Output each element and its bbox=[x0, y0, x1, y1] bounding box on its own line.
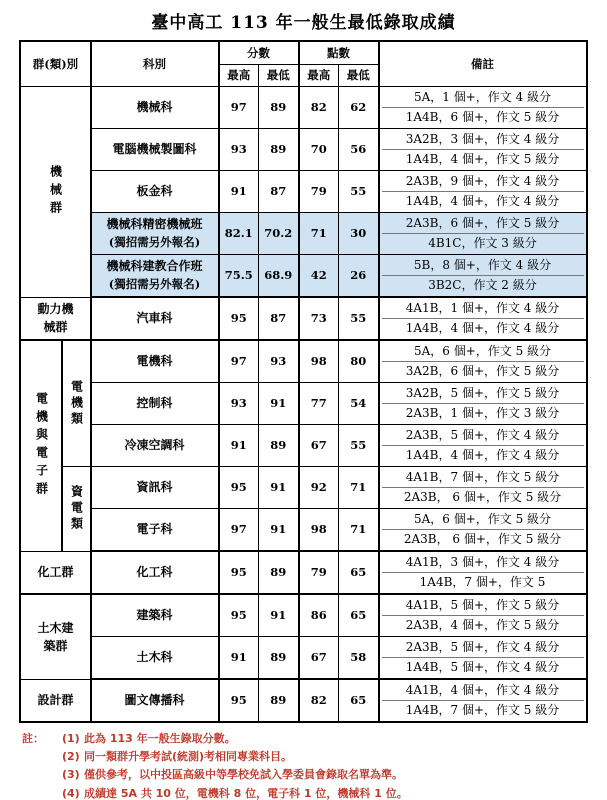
department-name: 土木科 bbox=[136, 649, 173, 664]
table-row bbox=[20, 297, 586, 340]
remark-cell bbox=[379, 383, 587, 425]
group-name: 機械群 bbox=[48, 164, 63, 219]
point-lowest: 56 bbox=[339, 129, 379, 171]
group-name-cell bbox=[20, 679, 90, 722]
department-name: 控制科 bbox=[136, 395, 173, 410]
department-name: 機械科 bbox=[136, 99, 173, 114]
remark-line: 3B2C，作文 2 級分 bbox=[382, 275, 584, 295]
group-name-cell bbox=[20, 551, 90, 594]
point-lowest: 54 bbox=[339, 383, 379, 425]
remark-line: 4A1B，1 個+，作文 4 級分 bbox=[405, 301, 560, 315]
remark-cell bbox=[379, 171, 587, 213]
remark-line: 4A1B，4 個+，作文 4 級分 bbox=[405, 683, 560, 697]
score-highest: 97 bbox=[219, 509, 259, 552]
header-row-top bbox=[20, 41, 586, 65]
point-highest: 79 bbox=[299, 171, 339, 213]
department-cell bbox=[91, 679, 219, 722]
point-lowest: 71 bbox=[339, 467, 379, 509]
notes-section bbox=[0, 732, 607, 800]
department-cell bbox=[91, 509, 219, 552]
remark-cell bbox=[379, 87, 587, 129]
point-highest: 73 bbox=[299, 297, 339, 340]
table-row bbox=[20, 213, 586, 255]
note-lead-label bbox=[22, 750, 62, 763]
point-lowest: 65 bbox=[339, 551, 379, 594]
point-lowest: 30 bbox=[339, 213, 379, 255]
department-name: 電機科 bbox=[136, 353, 173, 368]
department-name: 資訊科 bbox=[136, 479, 173, 494]
score-highest: 95 bbox=[219, 467, 259, 509]
group-name: 電機與電子群 bbox=[34, 391, 49, 500]
score-lowest: 89 bbox=[259, 637, 299, 680]
remark-line: 1A4B，4 個+，作文 4 級分 bbox=[382, 191, 584, 211]
table-row bbox=[20, 87, 586, 129]
department-name: 汽車科 bbox=[136, 310, 173, 325]
table-row bbox=[20, 171, 586, 213]
table-row bbox=[20, 383, 586, 425]
note-index: (1) bbox=[62, 732, 80, 745]
table-row bbox=[20, 340, 586, 383]
remark-cell bbox=[379, 297, 587, 340]
note-lead-label: 註： bbox=[22, 732, 44, 745]
department-note: (獨招需另外報名) bbox=[108, 276, 201, 291]
remark-cell bbox=[379, 425, 587, 467]
point-highest: 79 bbox=[299, 551, 339, 594]
score-lowest: 91 bbox=[259, 594, 299, 637]
remark-line: 2A3B， 6 個+，作文 5 級分 bbox=[382, 487, 584, 507]
remark-line: 2A3B，6 個+，作文 5 級分 bbox=[382, 214, 584, 233]
remark-cell bbox=[379, 551, 587, 594]
score-highest: 95 bbox=[219, 594, 259, 637]
remark-line: 3A2B，6 個+，作文 5 級分 bbox=[382, 361, 584, 381]
score-lowest: 89 bbox=[259, 425, 299, 467]
score-lowest: 91 bbox=[259, 509, 299, 552]
remark-line: 1A4B，4 個+，作文 4 級分 bbox=[382, 445, 584, 465]
remark-cell bbox=[379, 509, 587, 552]
point-lowest: 55 bbox=[339, 425, 379, 467]
remark-line: 1A4B，7 個+，作文 5 級分 bbox=[382, 700, 584, 720]
department-name: 圖文傳播科 bbox=[124, 692, 185, 707]
table-row bbox=[20, 129, 586, 171]
point-highest: 98 bbox=[299, 509, 339, 552]
remark-line: 5A，1 個+，作文 4 級分 bbox=[413, 90, 552, 104]
point-lowest: 80 bbox=[339, 340, 379, 383]
department-name: 電腦機械製圖科 bbox=[112, 141, 197, 156]
note-row bbox=[22, 787, 607, 800]
remark-line: 4A1B，7 個+，作文 5 級分 bbox=[405, 470, 560, 484]
department-cell bbox=[91, 467, 219, 509]
note-lead-label bbox=[22, 768, 62, 781]
score-highest: 97 bbox=[219, 87, 259, 129]
admission-scores-table bbox=[19, 40, 587, 723]
note-text: 成績達 5A 共 10 位，電機科 8 位，電子科 1 位，機械科 1 位。 bbox=[84, 786, 408, 800]
note-row bbox=[22, 768, 607, 781]
department-cell bbox=[91, 213, 219, 255]
header-point-lowest: 最低 bbox=[339, 65, 379, 87]
point-lowest: 65 bbox=[339, 679, 379, 722]
subgroup-name: 資電類 bbox=[69, 484, 84, 533]
table-row bbox=[20, 425, 586, 467]
table-row bbox=[20, 594, 586, 637]
remark-cell bbox=[379, 594, 587, 637]
table-row bbox=[20, 467, 586, 509]
score-lowest: 87 bbox=[259, 171, 299, 213]
group-name: 動力機 械群 bbox=[37, 302, 74, 335]
remark-cell bbox=[379, 467, 587, 509]
group-name-cell bbox=[20, 87, 90, 298]
note-text: 此為 113 年一般生錄取分數。 bbox=[84, 732, 236, 745]
remark-cell bbox=[379, 213, 587, 255]
header-score-highest: 最高 bbox=[219, 65, 259, 87]
group-name-cell bbox=[20, 594, 90, 679]
score-highest: 91 bbox=[219, 171, 259, 213]
score-lowest: 89 bbox=[259, 551, 299, 594]
header-group: 群(類)別 bbox=[20, 41, 90, 87]
department-name: 板金科 bbox=[136, 183, 173, 198]
remark-line: 1A4B，4 個+，作文 4 級分 bbox=[382, 318, 584, 338]
point-highest: 67 bbox=[299, 425, 339, 467]
header-department: 科別 bbox=[91, 41, 219, 87]
score-highest: 75.5 bbox=[219, 255, 259, 298]
score-lowest: 91 bbox=[259, 383, 299, 425]
remark-cell bbox=[379, 129, 587, 171]
remark-line: 2A3B，5 個+，作文 4 級分 bbox=[405, 428, 560, 442]
department-cell bbox=[91, 425, 219, 467]
department-cell bbox=[91, 255, 219, 298]
score-highest: 93 bbox=[219, 383, 259, 425]
subgroup-name-cell bbox=[62, 340, 90, 467]
note-index: (3) bbox=[62, 768, 80, 782]
department-name: 電子科 bbox=[136, 521, 173, 536]
remark-line: 2A3B，4 個+，作文 5 級分 bbox=[382, 615, 584, 635]
score-highest: 93 bbox=[219, 129, 259, 171]
note-text: 同一類群升學考試(統測)考相同專業科目。 bbox=[84, 750, 293, 764]
department-cell bbox=[91, 551, 219, 594]
department-cell bbox=[91, 171, 219, 213]
remark-line: 1A4B，5 個+，作文 4 級分 bbox=[382, 657, 584, 677]
table-row bbox=[20, 679, 586, 722]
point-lowest: 55 bbox=[339, 171, 379, 213]
note-text: 僅供參考，以中投區高級中等學校免試入學委員會錄取名單為準。 bbox=[84, 768, 403, 782]
page-title: 臺中高工 113 年一般生最低錄取成績 bbox=[151, 13, 456, 33]
department-cell bbox=[91, 297, 219, 340]
point-highest: 82 bbox=[299, 679, 339, 722]
group-name-cell bbox=[20, 340, 62, 551]
note-index: (4) bbox=[62, 786, 80, 800]
group-name: 化工群 bbox=[37, 565, 74, 580]
department-name: 冷凍空調科 bbox=[124, 437, 185, 452]
remark-line: 5A，6 個+，作文 5 級分 bbox=[413, 344, 552, 358]
header-point-highest: 最高 bbox=[299, 65, 339, 87]
score-lowest: 87 bbox=[259, 297, 299, 340]
department-cell bbox=[91, 383, 219, 425]
remark-line: 2A3B，9 個+，作文 4 級分 bbox=[405, 174, 560, 188]
score-lowest: 89 bbox=[259, 87, 299, 129]
department-cell bbox=[91, 340, 219, 383]
remark-line: 2A3B，5 個+，作文 4 級分 bbox=[405, 640, 560, 654]
table-body bbox=[20, 87, 586, 723]
point-highest: 86 bbox=[299, 594, 339, 637]
department-name: 化工科 bbox=[136, 564, 173, 579]
note-index: (2) bbox=[62, 750, 80, 764]
header-points: 點數 bbox=[299, 41, 379, 65]
department-cell bbox=[91, 594, 219, 637]
remark-line: 1A4B，4 個+，作文 5 級分 bbox=[382, 149, 584, 169]
score-highest: 82.1 bbox=[219, 213, 259, 255]
header-score: 分數 bbox=[219, 41, 299, 65]
remark-cell bbox=[379, 679, 587, 722]
department-cell bbox=[91, 87, 219, 129]
point-lowest: 62 bbox=[339, 87, 379, 129]
group-name: 土木建 築群 bbox=[37, 620, 74, 653]
score-highest: 95 bbox=[219, 679, 259, 722]
remark-cell bbox=[379, 340, 587, 383]
score-lowest: 89 bbox=[259, 129, 299, 171]
subgroup-name: 電機類 bbox=[69, 379, 84, 428]
department-name: 建築科 bbox=[136, 607, 173, 622]
score-highest: 95 bbox=[219, 297, 259, 340]
point-highest: 67 bbox=[299, 637, 339, 680]
point-lowest: 55 bbox=[339, 297, 379, 340]
remark-line: 4B1C，作文 3 級分 bbox=[382, 233, 584, 253]
remark-line: 2A3B，1 個+，作文 3 級分 bbox=[382, 403, 584, 423]
remark-line: 1A4B，7 個+，作文 5 bbox=[382, 572, 584, 592]
score-lowest: 91 bbox=[259, 467, 299, 509]
score-lowest: 93 bbox=[259, 340, 299, 383]
point-lowest: 26 bbox=[339, 255, 379, 298]
group-name: 設計群 bbox=[37, 693, 74, 708]
note-row bbox=[22, 732, 607, 745]
department-name: 機械科建教合作班 (獨招需另外報名) bbox=[94, 258, 216, 292]
remark-cell bbox=[379, 255, 587, 298]
score-highest: 97 bbox=[219, 340, 259, 383]
score-lowest: 70.2 bbox=[259, 213, 299, 255]
table-row bbox=[20, 255, 586, 298]
score-highest: 91 bbox=[219, 637, 259, 680]
department-cell bbox=[91, 637, 219, 680]
table-row bbox=[20, 509, 586, 552]
point-lowest: 71 bbox=[339, 509, 379, 552]
point-highest: 42 bbox=[299, 255, 339, 298]
remark-line: 2A3B， 6 個+，作文 5 級分 bbox=[382, 529, 584, 549]
table-header bbox=[20, 41, 586, 87]
remark-line: 4A1B，3 個+，作文 4 級分 bbox=[405, 555, 560, 569]
point-highest: 98 bbox=[299, 340, 339, 383]
note-lead-label bbox=[22, 787, 62, 800]
header-remark: 備註 bbox=[379, 41, 587, 87]
subgroup-name-cell bbox=[62, 467, 90, 552]
point-lowest: 58 bbox=[339, 637, 379, 680]
department-cell bbox=[91, 129, 219, 171]
group-name-cell bbox=[20, 297, 90, 340]
remark-line: 4A1B，5 個+，作文 5 級分 bbox=[405, 598, 560, 612]
point-highest: 92 bbox=[299, 467, 339, 509]
point-highest: 71 bbox=[299, 213, 339, 255]
remark-line: 5B，8 個+，作文 4 級分 bbox=[382, 256, 584, 275]
point-highest: 70 bbox=[299, 129, 339, 171]
score-lowest: 89 bbox=[259, 679, 299, 722]
score-highest: 91 bbox=[219, 425, 259, 467]
remark-cell bbox=[379, 637, 587, 680]
remark-line: 3A2B，3 個+，作文 4 級分 bbox=[405, 132, 560, 146]
remark-line: 3A2B，5 個+，作文 5 級分 bbox=[405, 386, 560, 400]
remark-line: 1A4B，6 個+，作文 5 級分 bbox=[382, 107, 584, 127]
department-name: 機械科精密機械班 (獨招需另外報名) bbox=[94, 216, 216, 250]
header-score-lowest: 最低 bbox=[259, 65, 299, 87]
score-lowest: 68.9 bbox=[259, 255, 299, 298]
remark-line: 5A，6 個+，作文 5 級分 bbox=[413, 512, 552, 526]
note-row bbox=[22, 750, 607, 763]
table-row bbox=[20, 637, 586, 680]
table-row bbox=[20, 551, 586, 594]
score-highest: 95 bbox=[219, 551, 259, 594]
department-note: (獨招需另外報名) bbox=[108, 234, 201, 249]
point-lowest: 65 bbox=[339, 594, 379, 637]
point-highest: 77 bbox=[299, 383, 339, 425]
point-highest: 82 bbox=[299, 87, 339, 129]
